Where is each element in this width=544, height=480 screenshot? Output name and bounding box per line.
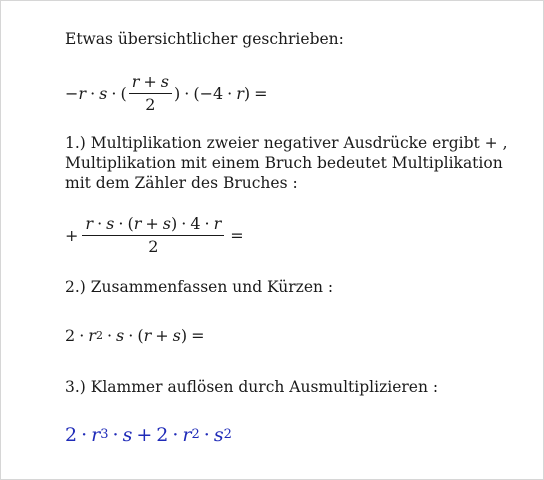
step1-line3: mit dem Zähler des Bruches :	[65, 174, 298, 192]
step1-line1: 1.) Multiplikation zweier negativer Ausdrücke ergibt + ,	[65, 134, 508, 152]
equation-1-fraction: $\frac{r + s}{2}$	[129, 73, 172, 114]
step2-text: 2.) Zusammenfassen und Kürzen :	[65, 278, 334, 296]
intro-text: Etwas übersichtlicher geschrieben:	[65, 30, 344, 48]
step3-text: 3.) Klammer auflösen durch Ausmultiplizieren :	[65, 378, 439, 396]
equation-2-fraction: $\frac{r \cdot s \cdot (r + s) \cdot 4 \cdot r}{2}$	[82, 215, 224, 256]
equation-3: 2 · r 2 · s · ( r + s ) =	[65, 326, 205, 345]
step1-line2: Multiplikation mit einem Bruch bedeutet Multiplikation	[65, 154, 503, 172]
equation-2: + $\frac{r \cdot s \cdot (r + s) \cdot 4 \cdot r}{2}$ =	[65, 214, 244, 256]
result-equation: 2 · r 3 · s + 2 · r 2 · s 2	[65, 424, 232, 446]
equation-1: − r · s · ( $\frac{r + s}{2}$ ) · (−4 · r ) =	[65, 72, 268, 114]
